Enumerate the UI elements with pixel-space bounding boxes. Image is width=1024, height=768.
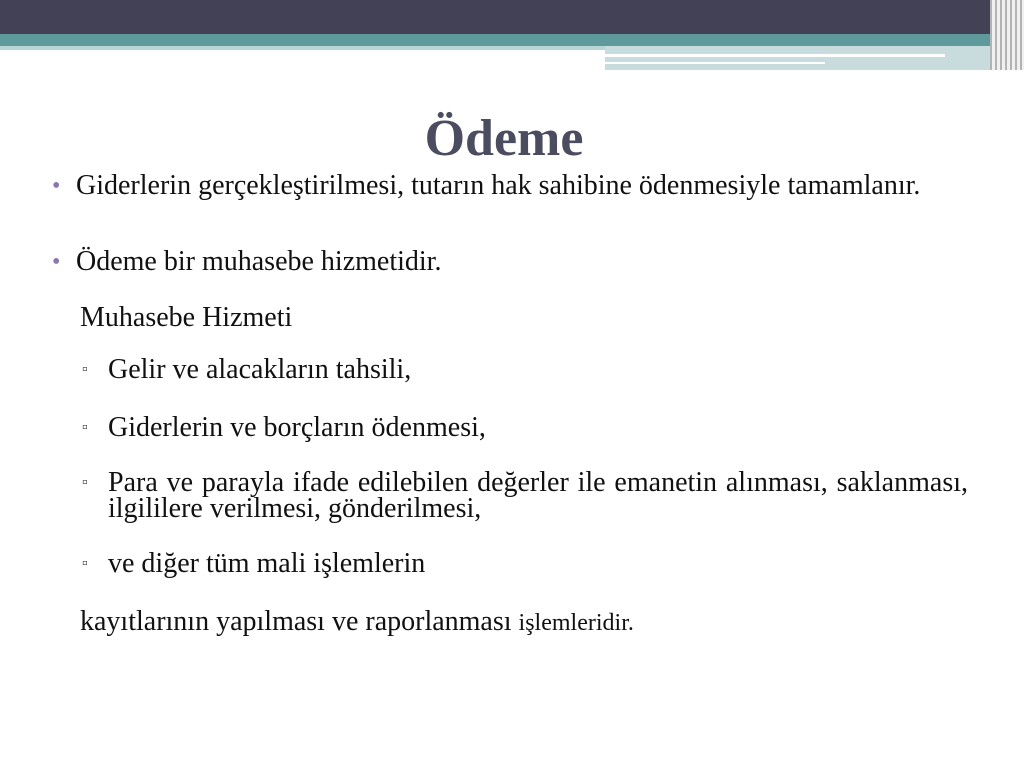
bullet-dot-icon: •	[52, 173, 61, 199]
sub-item-text: Giderlerin ve borçların ödenmesi,	[108, 412, 486, 443]
bullet-dot-icon: •	[52, 249, 61, 275]
square-bullet-icon: ▫	[82, 361, 88, 378]
sub-item-text: Para ve parayla ifade edilebilen değerler ile emanetin alınması, saklanması, ilgililere verilmesi, gönderilmesi,	[108, 467, 968, 524]
slide-content	[48, 170, 968, 639]
bullet-item	[48, 170, 968, 202]
bullet-text: Giderlerin gerçekleştirilmesi, tutarın hak sahibine ödenmesiyle tamamlanır.	[76, 170, 921, 201]
closing-small-text: işlemleridir.	[518, 610, 634, 636]
sub-item	[80, 354, 968, 386]
sub-item-text: Gelir ve alacakların tahsili,	[108, 354, 412, 385]
header-teal-bar	[0, 34, 1024, 46]
sub-item	[80, 548, 968, 580]
header-right-line	[605, 54, 945, 57]
bullet-item	[48, 246, 968, 278]
header-right-block	[605, 46, 1005, 70]
square-bullet-icon: ▫	[82, 419, 88, 436]
bullet-text: Ödeme bir muhasebe hizmetidir.	[76, 246, 442, 277]
closing-main-text: kayıtlarının yapılması ve raporlanması	[80, 606, 519, 637]
square-bullet-icon: ▫	[82, 474, 88, 491]
slide-title: Ödeme	[424, 110, 584, 167]
sub-item	[80, 467, 968, 524]
closing-line	[80, 606, 968, 639]
subheading: Muhasebe Hizmeti	[80, 302, 293, 333]
header-stripes	[990, 0, 1024, 70]
sub-item-text: ve diğer tüm mali işlemlerin	[108, 548, 426, 579]
header-dark-bar	[0, 0, 1024, 34]
square-bullet-icon: ▫	[82, 555, 88, 572]
header-right-line	[605, 62, 825, 64]
sub-item	[80, 412, 968, 444]
header-teal-light-bar	[0, 46, 605, 50]
